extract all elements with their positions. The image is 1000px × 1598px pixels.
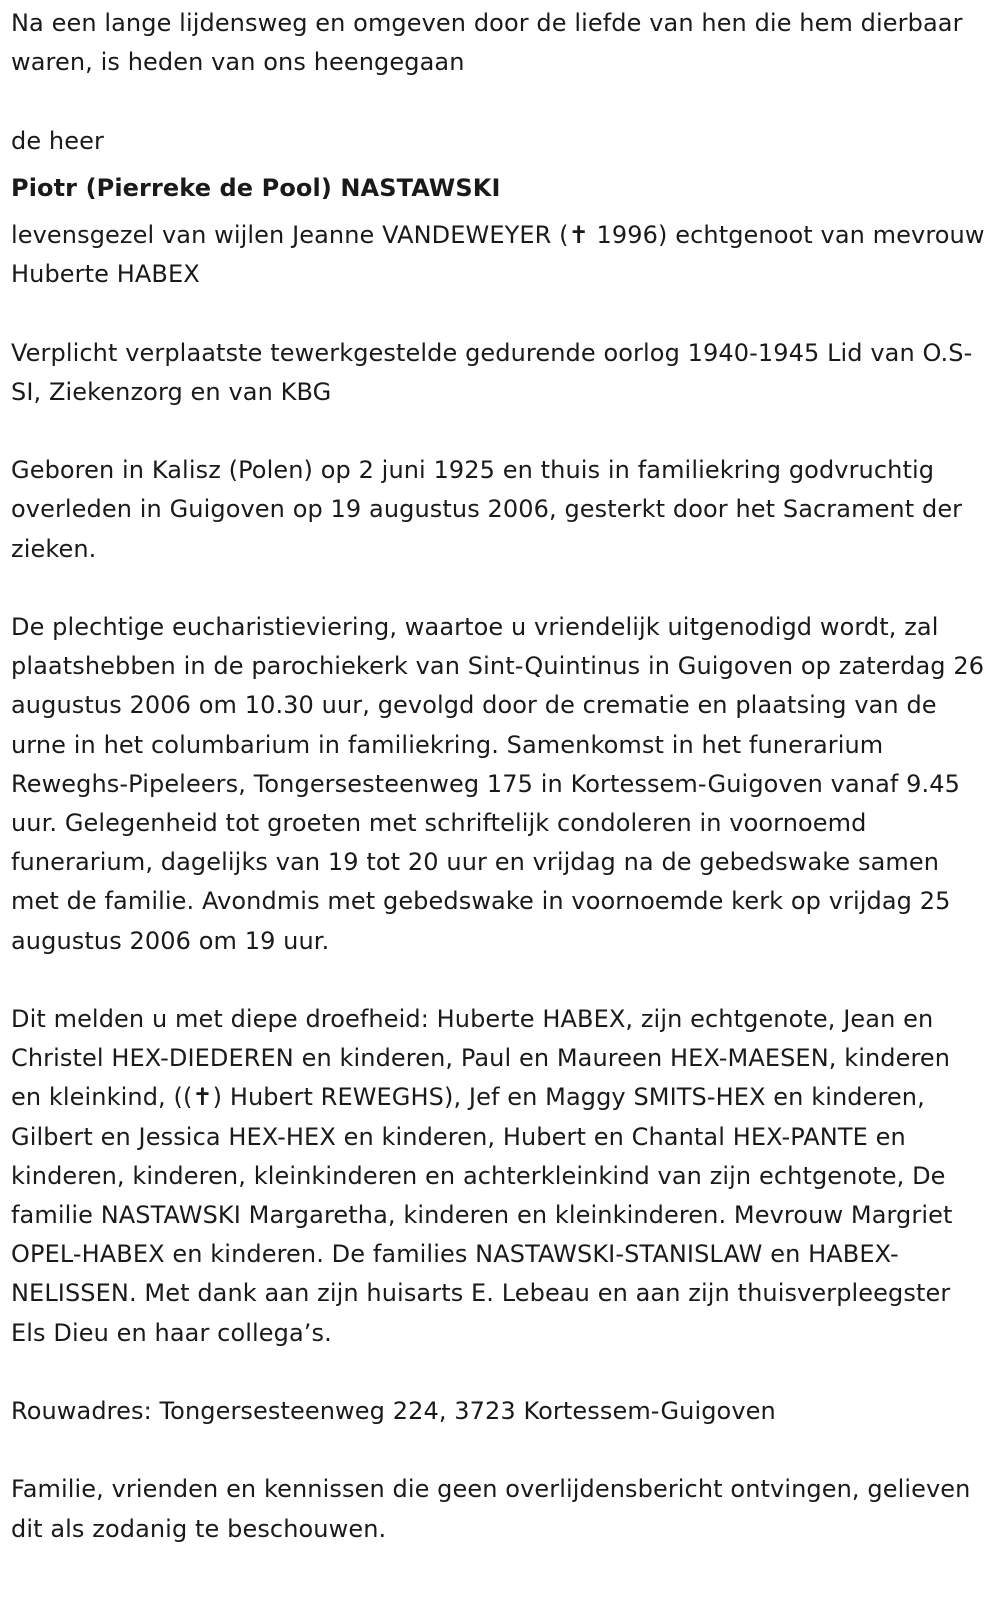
intro-paragraph: Na een lange lijdensweg en omgeven door de liefde van hen die hem dierbaar waren, is heden van ons heengegaan bbox=[11, 9, 963, 77]
deceased-name: Piotr (Pierreke de Pool) NASTAWSKI bbox=[11, 173, 501, 202]
ceremony-paragraph: De plechtige eucharistieviering, waartoe u vriendelijk uitgenodigd wordt, zal plaatshebben in de parochiekerk van Sint-Quintinus in Guigoven op zaterdag 26 augustus 2006 om 10.30 uur, gevolgd door de crematie en plaatsing van de urne in het columbarium in familiekring. Samenkomst in het funerarium Reweghs-Pipeleers, Tongersesteenweg 175 in Kortessem-Guigoven vanaf 9.45 uur. Gelegenheid tot groeten met schriftelijk condoleren in voornoemd funerarium, dagelijks van 19 tot 20 uur en vrijdag na de gebedswake samen met de familie. Avondmis met gebedswake in voornoemde kerk op vrijdag 25 augustus 2006 om 19 uur. bbox=[11, 612, 985, 955]
address-paragraph: Rouwadres: Tongersesteenweg 224, 3723 Kortessem-Guigoven bbox=[11, 1397, 776, 1426]
birth-death-paragraph: Geboren in Kalisz (Polen) op 2 juni 1925 en thuis in familiekring godvruchtig overleden in Guigoven op 19 augustus 2006, gesterkt door het Sacrament der zieken. bbox=[11, 456, 963, 563]
obituary-notice bbox=[11, 4, 986, 1549]
closing-paragraph: Familie, vrienden en kennissen die geen overlijdensbericht ontvingen, gelieven dit als zodanig te beschouwen. bbox=[11, 1475, 971, 1543]
salutation: de heer bbox=[11, 126, 104, 155]
relation-paragraph: levensgezel van wijlen Jeanne VANDEWEYER (✝ 1996) echtgenoot van mevrouw Huberte HABEX bbox=[11, 221, 985, 289]
background-paragraph: Verplicht verplaatste tewerkgestelde gedurende oorlog 1940-1945 Lid van O.S-SI, Ziekenzorg en van KBG bbox=[11, 338, 973, 406]
family-paragraph: Dit melden u met diepe droefheid: Huberte HABEX, zijn echtgenote, Jean en Christel HEX-DIEDEREN en kinderen, Paul en Maureen HEX-MAESEN, kinderen en kleinkind, ((✝) Hubert REWEGHS), Jef en Maggy SMITS-HEX en kinderen, Gilbert en Jessica HEX-HEX en kinderen, Hubert en Chantal HEX-PANTE en kinderen, kinderen, kleinkinderen en achterkleinkind van zijn echtgenote, De familie NASTAWSKI Margaretha, kinderen en kleinkinderen. Mevrouw Margriet OPEL-HABEX en kinderen. De families NASTAWSKI-STANISLAW en HABEX-NELISSEN. Met dank aan zijn huisarts E. Lebeau en aan zijn thuisverpleegster Els Dieu en haar collega’s. bbox=[11, 1005, 953, 1347]
